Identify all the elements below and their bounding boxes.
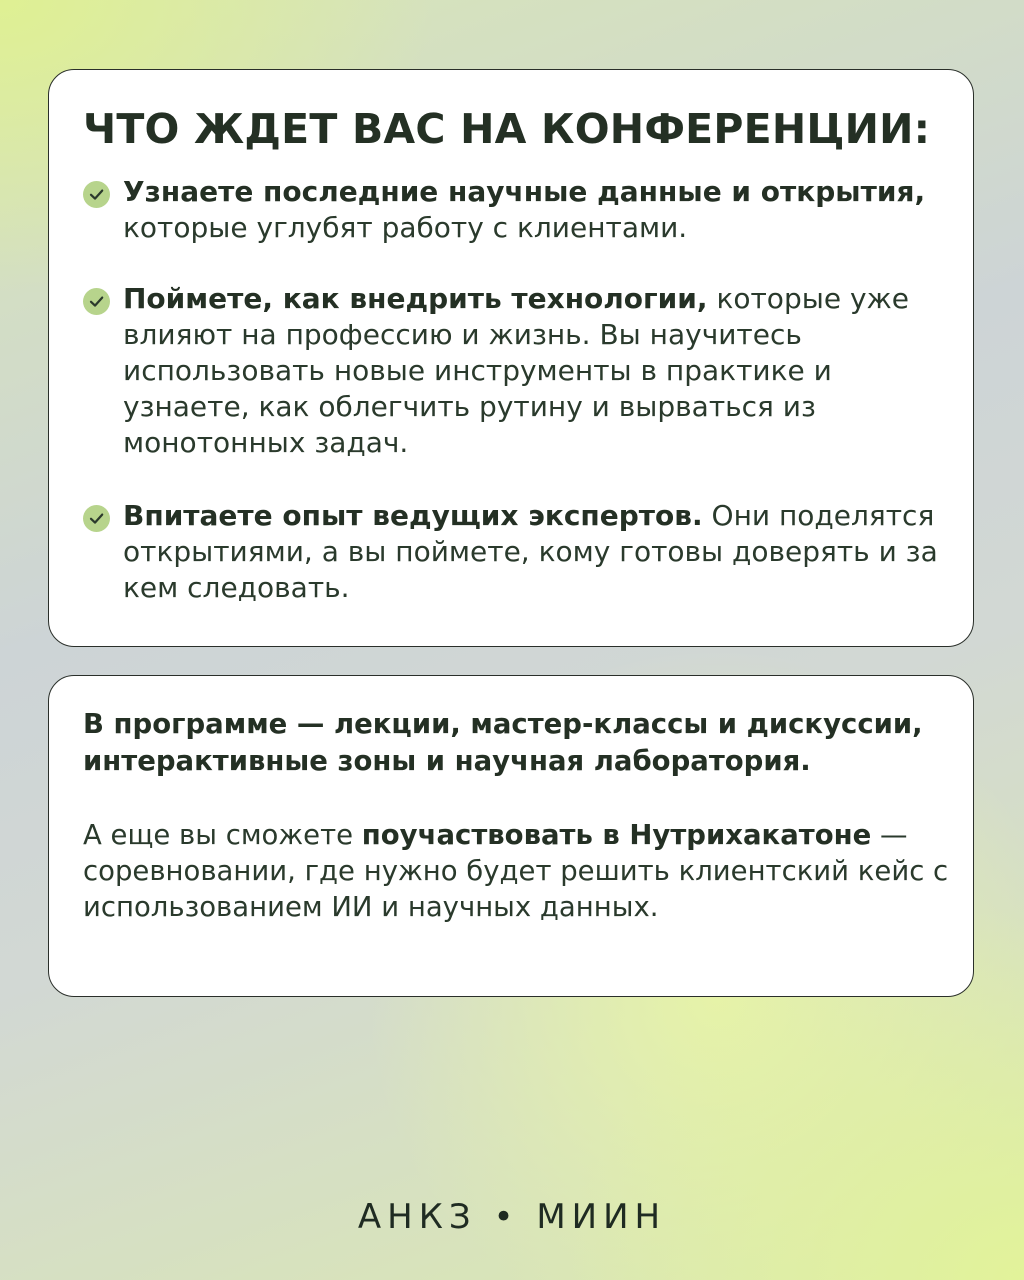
feature-bold: Впитаете опыт ведущих экспертов. [123, 499, 703, 532]
feature-rest: Они поделятся открытиями, а вы поймете, кому готовы доверять и за кем следовать. [123, 499, 938, 604]
features-heading: ЧТО ЖДЕТ ВАС НА КОНФЕРЕНЦИИ: [83, 105, 931, 153]
feature-text [123, 498, 963, 606]
check-circle-icon [83, 288, 110, 315]
feature-rest: которые углубят работу с клиентами. [123, 211, 688, 244]
program-extra-bold: поучаствовать в Нутрихакатоне [361, 819, 872, 851]
feature-item [83, 498, 963, 606]
program-extra-pre: А еще вы сможете [83, 819, 354, 851]
feature-text [123, 174, 963, 246]
features-card [48, 69, 974, 647]
brand-logo: АНКЗ • МИИН [357, 1197, 667, 1237]
feature-item [83, 174, 963, 246]
program-extra [83, 817, 963, 925]
feature-rest: которые уже влияют на профессию и жизнь. Вы научитесь использовать новые инструменты в практике и узнаете, как облегчить рутину и вырваться из монотонных задач. [123, 282, 909, 459]
feature-bold: Узнаете последние научные данные и открытия, [123, 175, 926, 208]
check-circle-icon [83, 181, 110, 208]
program-intro: В программе — лекции, мастер-классы и дискуссии, интерактивные зоны и научная лаборатория. [83, 708, 923, 777]
feature-bold: Поймете, как внедрить технологии, [123, 282, 708, 315]
feature-text [123, 281, 963, 461]
program-card [48, 675, 974, 997]
program-extra-post: — соревновании, где нужно будет решить клиентский кейс с использованием ИИ и научных данных. [83, 819, 949, 923]
check-circle-icon [83, 505, 110, 532]
feature-item [83, 281, 963, 461]
